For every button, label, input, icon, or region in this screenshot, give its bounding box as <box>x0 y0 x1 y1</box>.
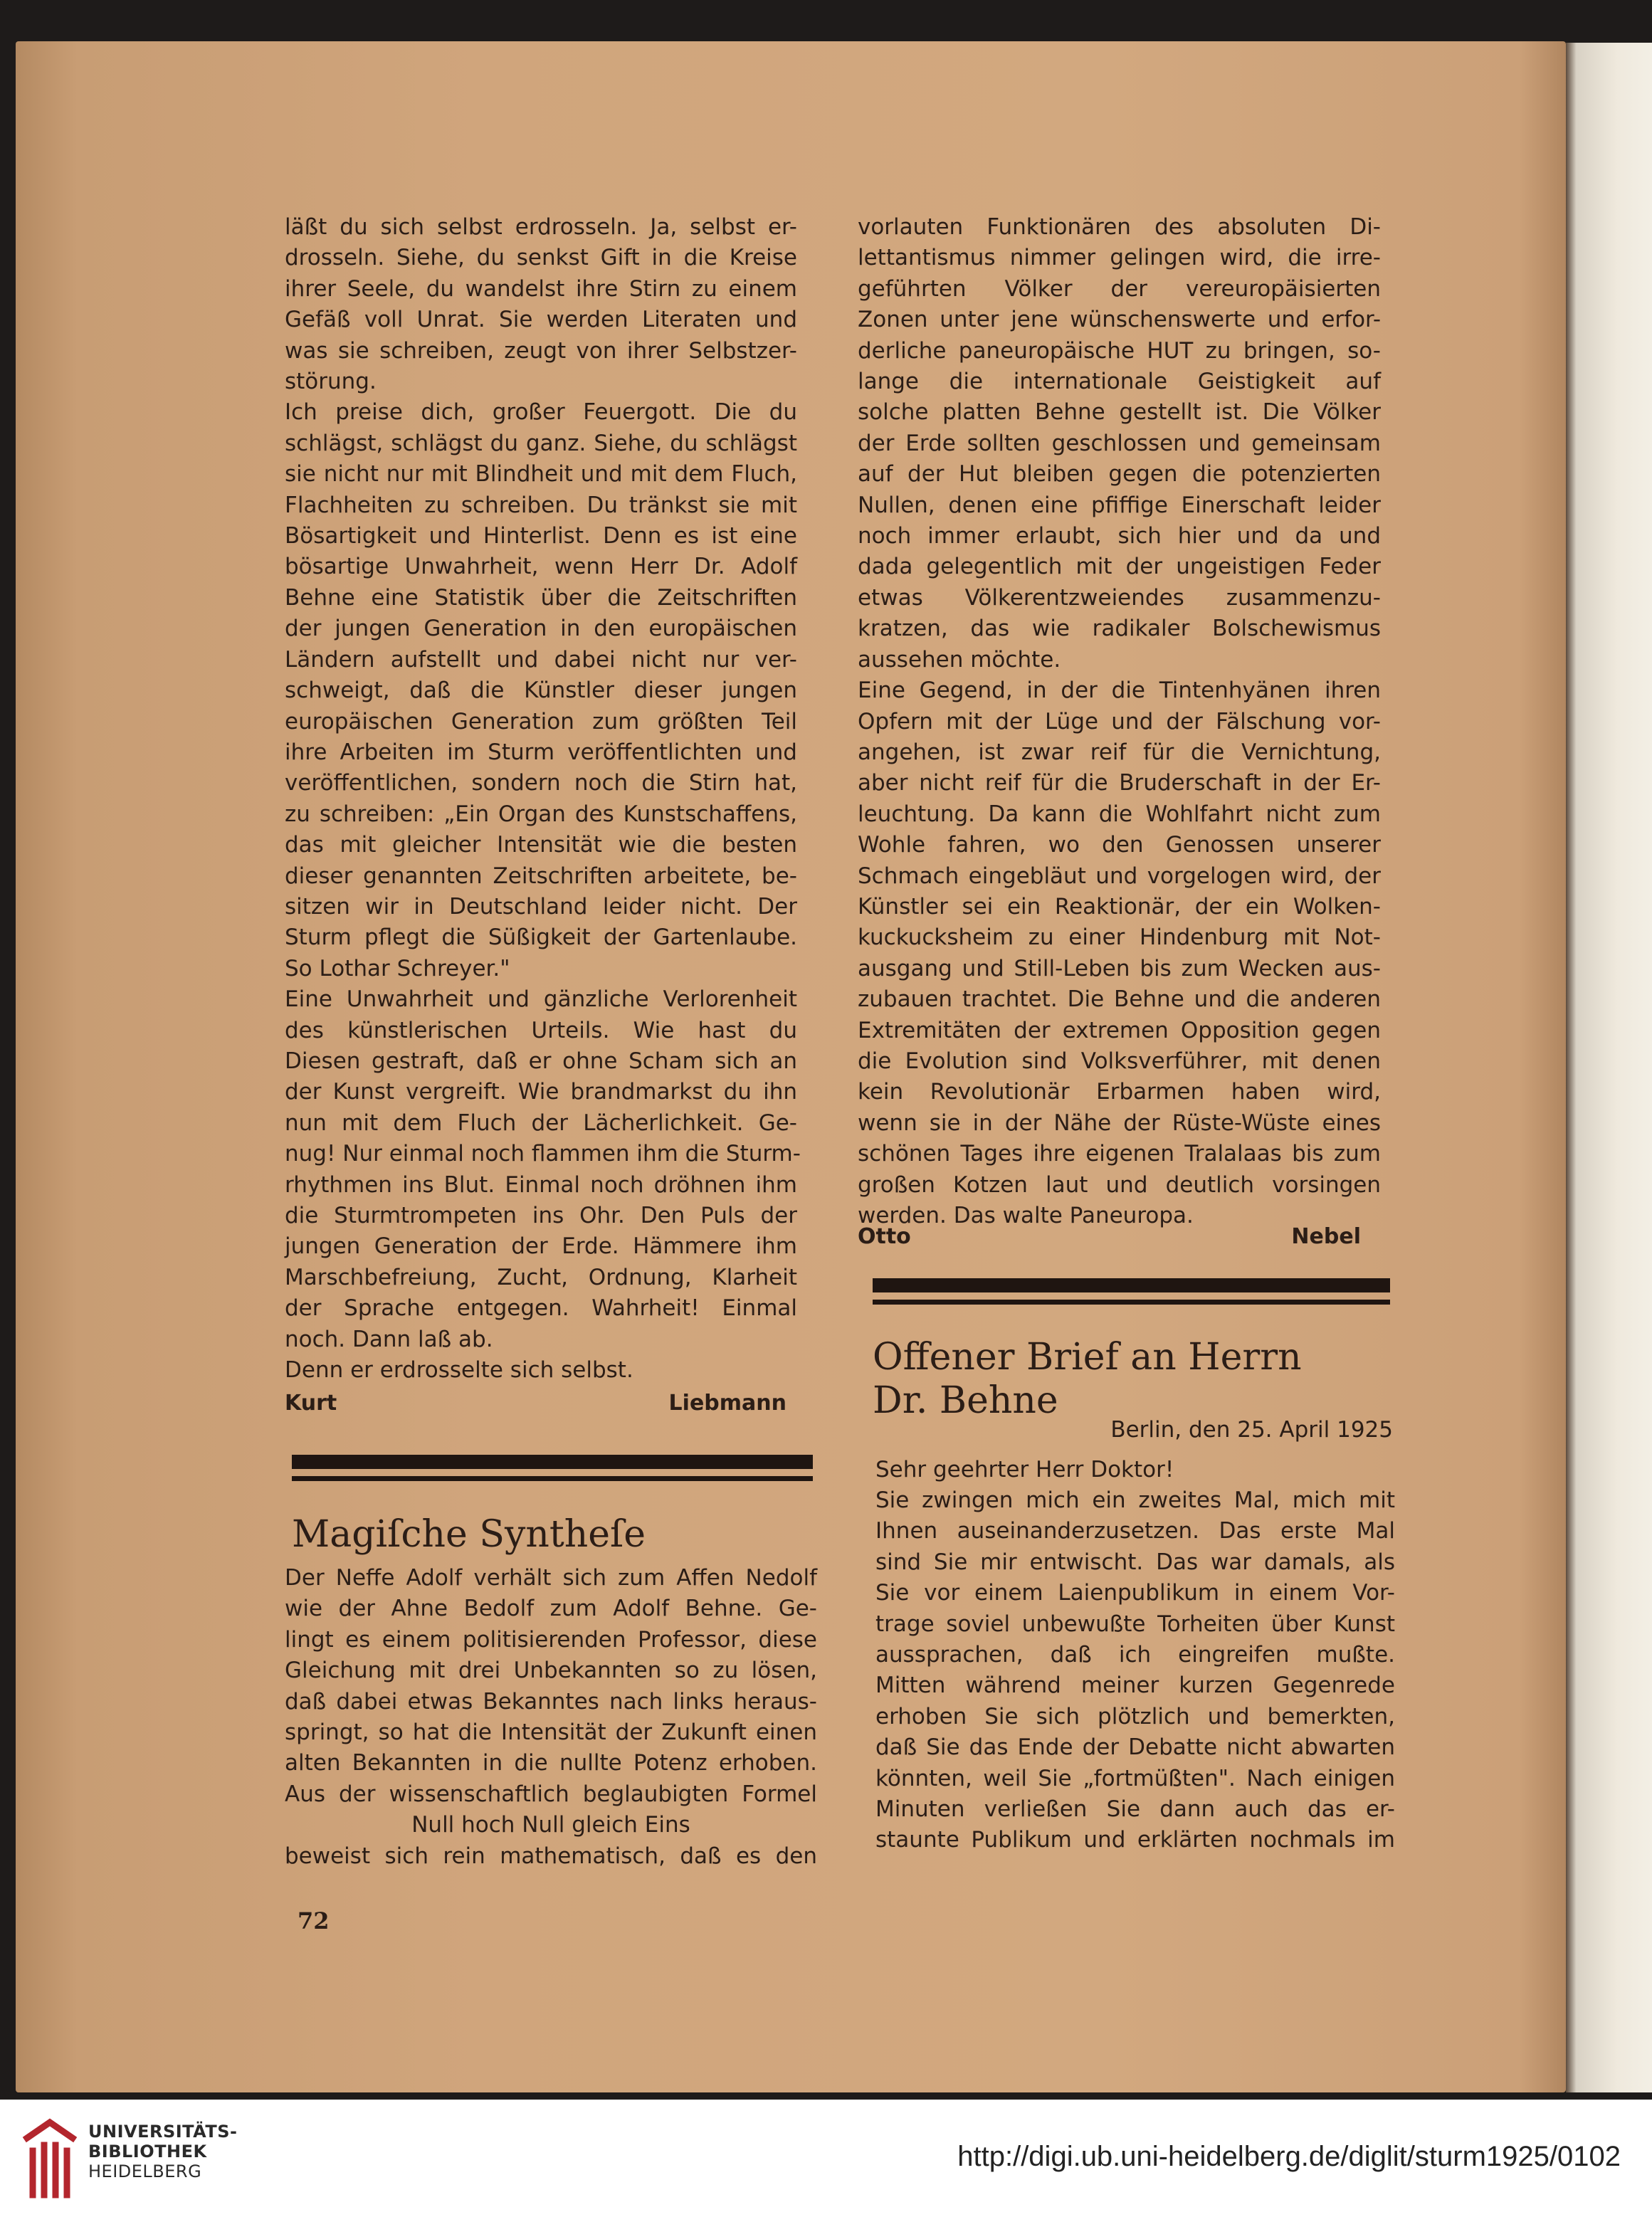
text-line: kein Revolutionär Erbarmen haben wird, <box>858 1079 1381 1105</box>
dateline <box>858 1415 1393 1445</box>
divider-rule-left-thin <box>292 1476 813 1481</box>
left-column-article-text <box>285 212 801 1386</box>
text-line: etwas Völkerentzweiendes zusammenzu- <box>858 584 1381 611</box>
author-signature-left <box>285 1388 786 1418</box>
author-kurt-liebmann: Kurt Liebmann <box>285 1391 786 1416</box>
text-line: Gefäß voll Unrat. Sie werden Literaten und <box>285 307 797 333</box>
text-line: staunte Publikum und erklärten nochmals im <box>875 1827 1395 1853</box>
text-line: läßt du sich selbst erdrosseln. Ja, selbst er- <box>285 214 797 240</box>
text-line: zu schreiben: „Ein Organ des Kunstschaffens, <box>285 801 797 827</box>
text-line: kratzen, das wie radikaler Bolschewismus <box>858 616 1381 642</box>
text-line: Künstler sei ein Reaktionär, der ein Wolken- <box>858 893 1381 920</box>
text-line: Opfern mit der Lüge und der Fälschung vor- <box>858 708 1381 734</box>
text-line: derliche paneuropäische HUT zu bringen, so- <box>858 337 1381 364</box>
text-line: könnten, weil Sie „fortmüßten". Nach einigen <box>875 1765 1395 1791</box>
text-line: Marschbefreiung, Zucht, Ordnung, Klarheit <box>285 1264 797 1290</box>
text-line: Schmach eingebläut und vorgelogen wird, der <box>858 863 1381 889</box>
text-line: ihrer Seele, du wandelst ihre Stirn zu einem <box>285 275 797 302</box>
divider-rule-right-thick <box>873 1278 1390 1292</box>
text-line: drosseln. Siehe, du senkst Gift in die Kreise <box>285 245 797 271</box>
text-line: nug! Nur einmal noch flammen ihm die Sturm- <box>285 1141 801 1167</box>
digitization-footer <box>0 2100 1652 2217</box>
text-line: lingt es einem politisierenden Professor, diese <box>285 1626 817 1653</box>
text-line: der jungen Generation in den europäischen <box>285 616 797 642</box>
text-line: werden. Das walte Paneuropa. <box>858 1203 1194 1228</box>
text-line: bösartige Unwahrheit, wenn Herr Dr. Adolf <box>285 554 797 580</box>
divider-rule-left-thick <box>292 1455 813 1469</box>
text-line: Zonen unter jene wünschenswerte und erfor- <box>858 307 1381 333</box>
salutation-text: Sehr geehrter Herr Doktor! <box>875 1457 1174 1483</box>
text-line: die Evolution sind Volksverführer, mit denen <box>858 1048 1381 1074</box>
right-column-article2-text <box>875 1485 1395 1856</box>
text-line: schlägst, schlägst du ganz. Siehe, du schlägst <box>285 430 797 456</box>
text-line: kuckucksheim zu einer Hindenburg mit Not- <box>858 925 1381 951</box>
text-line: alten Bekannten in die nullte Potenz erhoben. <box>285 1750 817 1776</box>
text-line: der Sprache entgegen. Wahrheit! Einmal <box>285 1295 797 1322</box>
page-edge <box>1566 43 1652 2092</box>
text-line: Der Neffe Adolf verhält sich zum Affen Nedolf <box>285 1565 817 1591</box>
text-line: erhoben Sie sich plötzlich und bemerkten, <box>875 1703 1395 1729</box>
dateline-text: Berlin, den 25. April 1925 <box>1110 1417 1393 1443</box>
heading-magische-synthese: Magiſche Syntheſe <box>292 1513 646 1556</box>
text-line: sitzen wir in Deutschland leider nicht. Der <box>285 893 797 920</box>
text-line: was sie schreiben, zeugt von ihrer Selbstzer- <box>285 337 797 364</box>
text-line: ihre Arbeiten im Sturm veröffentlichten und <box>285 739 797 765</box>
text-line: noch. Dann laß ab. <box>285 1326 493 1352</box>
text-line: Diesen gestraft, daß er ohne Scham sich an <box>285 1048 797 1074</box>
right-column-article-text <box>858 212 1381 1231</box>
text-line: rhythmen ins Blut. Einmal noch dröhnen ihm <box>285 1171 797 1198</box>
text-line: großen Kotzen laut und deutlich vorsingen <box>858 1171 1381 1198</box>
text-line: Sturm pflegt die Süßigkeit der Gartenlaube. <box>285 925 797 951</box>
text-line: So Lothar Schreyer." <box>285 955 510 981</box>
text-line: der Erde sollten geschlossen und gemeinsam <box>858 430 1381 456</box>
text-line: jungen Generation der Erde. Hämmere ihm <box>285 1233 797 1260</box>
text-line: das mit gleicher Intensität wie die besten <box>285 832 797 858</box>
text-line: schweigt, daß die Künstler dieser jungen <box>285 678 797 704</box>
text-line: noch immer erlaubt, sich hier und da und <box>858 523 1381 549</box>
permalink-url[interactable]: http://digi.ub.uni-heidelberg.de/diglit/sturm1925/0102 <box>957 2141 1621 2172</box>
text-line: die Sturmtrompeten ins Ohr. Den Puls der <box>285 1203 797 1228</box>
author-otto-nebel: Otto Nebel <box>858 1224 1361 1249</box>
text-line: ausgang und Still-Leben bis zum Wecken aus- <box>858 955 1381 981</box>
text-line: Ich preise dich, großer Feuergott. Die du <box>285 399 797 426</box>
text-line: Gleichung mit drei Unbekannten so zu lösen, <box>285 1658 817 1684</box>
text-line: schönen Tages ihre eigenen Tralalaas bis zum <box>858 1141 1381 1167</box>
text-line: auf der Hut bleiben gegen die potenzierten <box>858 461 1381 488</box>
text-line: Bösartigkeit und Hinterlist. Denn es ist eine <box>285 523 797 549</box>
text-line: störung. <box>285 369 377 395</box>
library-name-line3: HEIDELBERG <box>88 2161 202 2181</box>
text-line: Nullen, denen eine pfiffige Einerschaft leider <box>858 492 1381 518</box>
text-line: Aus der wissenschaftlich beglaubigten Formel <box>285 1781 817 1807</box>
text-line: wie der Ahne Bedolf zum Adolf Behne. Ge- <box>285 1596 817 1622</box>
text-line: Sie vor einem Laienpublikum in einem Vor- <box>875 1580 1395 1606</box>
text-line: wenn sie in der Nähe der Rüste-Wüste eines <box>858 1110 1381 1136</box>
heading-offener-brief-line1: Offener Brief an Herrn <box>873 1336 1302 1379</box>
text-line: aussehen möchte. <box>858 646 1061 673</box>
divider-rule-right-thin <box>873 1300 1390 1305</box>
text-line: Sie zwingen mich ein zweites Mal, mich mit <box>875 1487 1395 1513</box>
text-line: trage soviel unbewußte Torheiten über Kunst <box>875 1611 1395 1637</box>
text-line: europäischen Generation zum größten Teil <box>285 708 797 734</box>
text-line: aber nicht reif für die Bruderschaft in der Er- <box>858 770 1381 796</box>
text-line: Mitten während meiner kurzen Gegenrede <box>875 1673 1395 1699</box>
text-line: nun mit dem Fluch der Lächerlichkeit. Ge- <box>285 1110 797 1136</box>
text-line: zubauen trachtet. Die Behne und die anderen <box>858 986 1381 1013</box>
text-line: solche platten Behne gestellt ist. Die Völker <box>858 399 1381 426</box>
text-line: daß Sie das Ende der Debatte nicht abwarten <box>875 1734 1395 1761</box>
text-line: lange die internationale Geistigkeit auf <box>858 369 1381 395</box>
text-line: vorlauten Funktionären des absoluten Di- <box>858 214 1381 240</box>
page-number: 72 <box>298 1907 330 1934</box>
text-line: veröffentlichen, sondern noch die Stirn hat, <box>285 770 797 796</box>
text-line: geführten Völker der vereuropäisierten <box>858 275 1381 302</box>
salutation <box>875 1455 1374 1485</box>
text-line: Eine Gegend, in der die Tintenhyänen ihren <box>858 678 1381 704</box>
formula-line: Null hoch Null gleich Eins <box>411 1812 690 1838</box>
text-line: aussprachen, daß ich eingreifen mußte. <box>875 1642 1395 1668</box>
library-name-line1: UNIVERSITÄTS- <box>88 2122 238 2142</box>
text-line: Extremitäten der extremen Opposition gegen <box>858 1017 1381 1043</box>
text-line: sie nicht nur mit Blindheit und mit dem Fluch, <box>285 461 797 488</box>
text-line: des künstlerischen Urteils. Wie hast du <box>285 1017 797 1043</box>
text-line: daß dabei etwas Bekanntes nach links heraus- <box>285 1688 817 1715</box>
author-signature-right <box>858 1221 1361 1252</box>
text-line: Denn er erdrosselte sich selbst. <box>285 1357 633 1384</box>
text-line: lettantismus nimmer gelingen wird, die irre- <box>858 245 1381 271</box>
text-line: Eine Unwahrheit und gänzliche Verlorenheit <box>285 986 797 1013</box>
text-line: Ihnen auseinanderzusetzen. Das erste Mal <box>875 1518 1395 1544</box>
text-line: Behne eine Statistik über die Zeitschriften <box>285 584 797 611</box>
text-line: leuchtung. Da kann die Wohlfahrt nicht zum <box>858 801 1381 827</box>
text-line: Wohle fahren, wo den Genossen unserer <box>858 832 1381 858</box>
text-line: der Kunst vergreift. Wie brandmarkst du ihn <box>285 1079 797 1105</box>
text-line: dieser genannten Zeitschriften arbeitete, be- <box>285 863 797 889</box>
text-line: beweist sich rein mathematisch, daß es den <box>285 1843 817 1869</box>
text-line: Ländern aufstellt und dabei nicht nur ver- <box>285 646 797 673</box>
text-line: dada gelegentlich mit der ungeistigen Feder <box>858 554 1381 580</box>
text-line: sind Sie mir entwischt. Das war damals, als <box>875 1549 1395 1575</box>
library-logo-icon <box>20 2117 80 2202</box>
text-line: Minuten verließen Sie dann auch das er- <box>875 1796 1395 1823</box>
library-name-line2: BIBLIOTHEK <box>88 2142 207 2161</box>
left-column-article2-text <box>285 1563 817 1872</box>
text-line: angehen, ist zwar reif für die Vernichtung, <box>858 739 1381 765</box>
heading-offener-brief-line2: Dr. Behne <box>873 1379 1058 1422</box>
text-line: springt, so hat die Intensität der Zukunft einen <box>285 1720 817 1746</box>
text-line: Flachheiten zu schreiben. Du tränkst sie mit <box>285 492 797 518</box>
